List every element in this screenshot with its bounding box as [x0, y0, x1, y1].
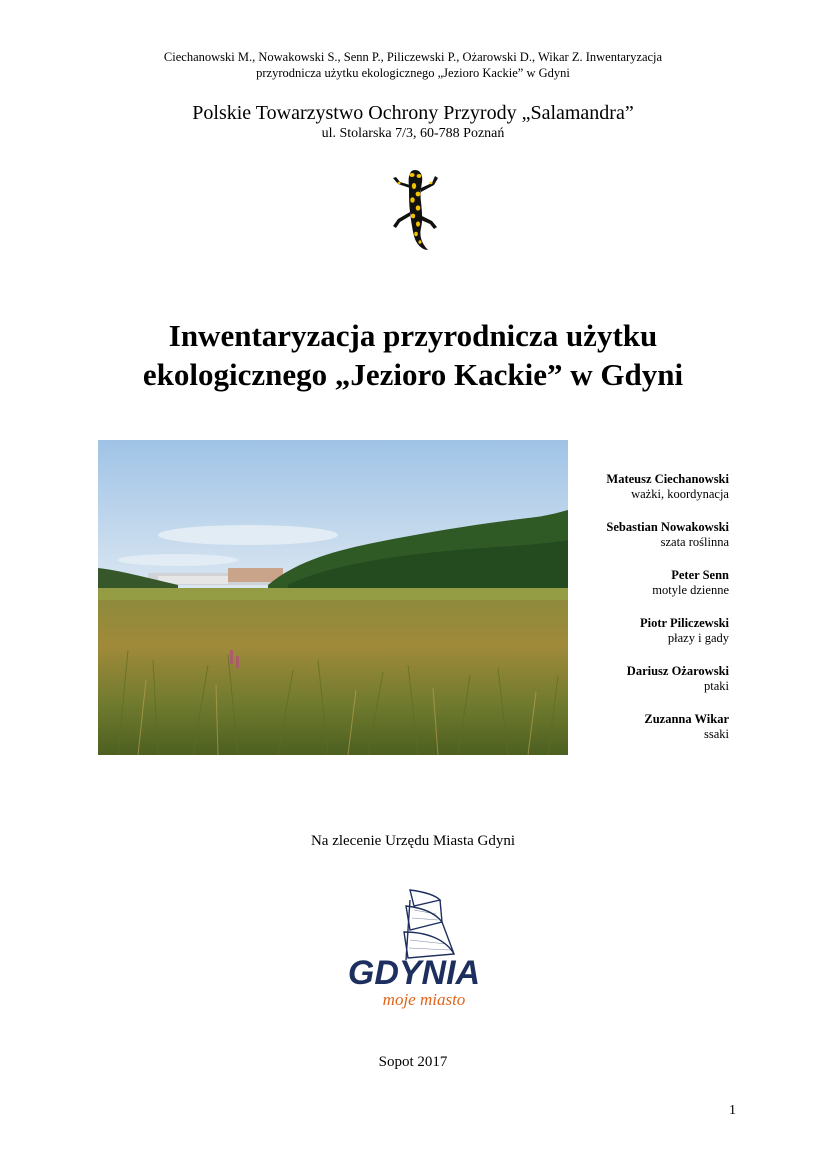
author-name: Dariusz Ożarowski	[626, 664, 729, 678]
title-line-2: ekologicznego „Jezioro Kackie” w Gdyni	[142, 357, 684, 392]
author-entry	[560, 616, 729, 646]
citation-line-2: przyrodnicza użytku ekologicznego „Jezioro Kackie” w Gdyni	[256, 66, 570, 80]
salamander-logo	[390, 166, 440, 254]
author-role: szata roślinna	[660, 535, 729, 549]
author-name: Peter Senn	[671, 568, 729, 582]
document-title	[0, 316, 826, 394]
author-entry	[560, 472, 729, 502]
author-role: ważki, koordynacja	[631, 487, 729, 501]
page-number: 1	[729, 1103, 736, 1118]
authors-list	[560, 472, 729, 760]
organization-name: Polskie Towarzystwo Ochrony Przyrody „Salamandra”	[192, 102, 634, 124]
author-name: Mateusz Ciechanowski	[606, 472, 729, 486]
commission-note: Na zlecenie Urzędu Miasta Gdyni	[310, 833, 516, 849]
author-role: motyle dzienne	[652, 583, 729, 597]
author-role: ptaki	[704, 679, 729, 693]
author-entry	[560, 712, 729, 742]
author-role: ssaki	[704, 727, 729, 741]
logo-tagline-text: moje miasto	[382, 990, 466, 1009]
citation-header	[0, 49, 826, 81]
citation-line-1: Ciechanowski M., Nowakowski S., Senn P., Piliczewski P., Ożarowski D., Wikar Z. Inwentaryzacja	[163, 50, 663, 64]
author-entry	[560, 568, 729, 598]
logo-brand-text: GDYNIA	[347, 954, 481, 992]
author-name: Sebastian Nowakowski	[606, 520, 729, 534]
organization-address: ul. Stolarska 7/3, 60-788 Poznań	[321, 126, 505, 141]
title-line-1: Inwentaryzacja przyrodnicza użytku	[168, 318, 658, 353]
wetland-photo	[98, 440, 568, 755]
author-name: Piotr Piliczewski	[640, 616, 729, 630]
author-entry	[560, 520, 729, 550]
author-role: płazy i gady	[667, 631, 729, 645]
author-name: Zuzanna Wikar	[644, 712, 729, 726]
author-entry	[560, 664, 729, 694]
place-date: Sopot 2017	[378, 1054, 448, 1070]
gdynia-logo	[336, 888, 492, 1012]
